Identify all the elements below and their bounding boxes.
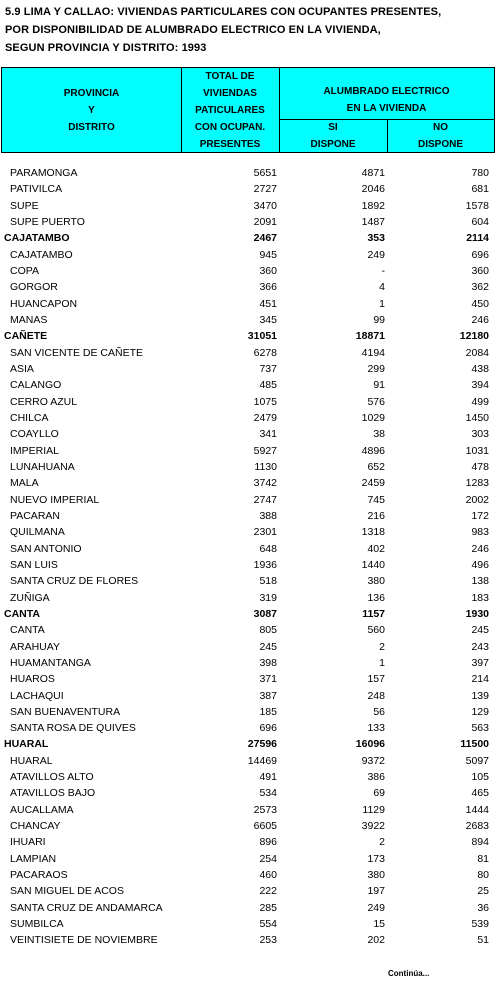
row-si-dispone: 4896	[361, 444, 385, 457]
table-row	[1, 541, 495, 557]
row-total: 185	[259, 705, 277, 718]
row-no-dispone: 51	[477, 934, 489, 947]
row-total: 485	[259, 379, 277, 392]
row-name: ASIA	[10, 362, 34, 375]
row-si-dispone: 1157	[362, 607, 385, 620]
row-si-dispone: 16096	[355, 738, 385, 751]
table-row	[1, 590, 495, 606]
row-no-dispone: 80	[477, 869, 489, 882]
table-row	[1, 688, 495, 704]
row-si-dispone: -	[381, 264, 385, 277]
table-row	[1, 508, 495, 524]
row-si-dispone: 1892	[361, 199, 385, 212]
row-no-dispone: 172	[471, 509, 489, 522]
row-no-dispone: 2084	[465, 346, 489, 359]
row-si-dispone: 4871	[361, 167, 385, 179]
row-si-dispone: 15	[373, 918, 385, 931]
table-row	[1, 883, 495, 899]
row-no-dispone: 2114	[466, 232, 489, 245]
row-total: 387	[259, 689, 277, 702]
row-si-dispone: 216	[367, 509, 385, 522]
row-name: LUNAHUANA	[10, 460, 75, 473]
row-si-dispone: 1	[379, 297, 385, 310]
row-si-dispone: 1440	[361, 558, 385, 571]
table-row	[1, 655, 495, 671]
row-no-dispone: 2002	[465, 493, 489, 506]
row-total: 6278	[253, 346, 277, 359]
row-name: CANTA	[10, 624, 45, 637]
table-row	[1, 932, 495, 948]
table-row	[1, 900, 495, 916]
province-row	[1, 230, 495, 246]
row-no-dispone: 696	[471, 248, 489, 261]
table-row	[1, 312, 495, 328]
row-no-dispone: 362	[471, 281, 489, 294]
row-total: 2467	[253, 232, 277, 245]
row-si-dispone: 18871	[355, 330, 385, 343]
table-row	[1, 377, 495, 393]
row-name: SAN BUENAVENTURA	[10, 705, 121, 718]
table-row	[1, 410, 495, 426]
row-no-dispone: 450	[471, 297, 489, 310]
row-total: 3742	[253, 477, 277, 490]
row-no-dispone: 1578	[465, 199, 489, 212]
row-total: 534	[259, 787, 277, 800]
row-no-dispone: 243	[471, 640, 489, 653]
row-name: LACHAQUI	[10, 689, 64, 702]
row-name: QUILMANA	[10, 526, 65, 539]
row-name: ATAVILLOS ALTO	[10, 771, 94, 784]
row-total: 518	[259, 575, 277, 588]
row-no-dispone: 246	[471, 313, 489, 326]
row-total: 2727	[253, 183, 277, 196]
row-si-dispone: 1318	[361, 526, 385, 539]
table-row	[1, 916, 495, 932]
row-name: CHANCAY	[10, 820, 61, 833]
row-name: CAÑETE	[4, 330, 48, 343]
row-total: 371	[259, 673, 277, 686]
row-total: 2091	[253, 215, 277, 228]
row-si-dispone: 136	[367, 591, 385, 604]
row-total: 398	[259, 656, 277, 669]
row-total: 366	[259, 281, 277, 294]
row-si-dispone: 299	[367, 362, 385, 375]
row-total: 222	[259, 885, 277, 898]
header-si-dispone: SI DISPONE	[310, 122, 356, 150]
row-si-dispone: 576	[367, 395, 385, 408]
row-name: SANTA CRUZ DE ANDAMARCA	[10, 901, 163, 914]
row-no-dispone: 25	[477, 885, 489, 898]
row-si-dispone: 38	[373, 428, 385, 441]
table-row	[1, 361, 495, 377]
row-total: 696	[259, 722, 277, 735]
row-name: CANTA	[4, 607, 40, 620]
row-si-dispone: 386	[367, 771, 385, 784]
row-no-dispone: 5097	[465, 754, 489, 767]
row-name: SUPE PUERTO	[10, 215, 85, 228]
table-row	[1, 851, 495, 867]
row-no-dispone: 1283	[465, 477, 489, 490]
row-name: SANTA CRUZ DE FLORES	[10, 575, 139, 588]
row-total: 2747	[253, 493, 277, 506]
row-si-dispone: 197	[367, 885, 385, 898]
row-total: 360	[259, 264, 277, 277]
row-total: 945	[259, 248, 277, 261]
row-name: IMPERIAL	[10, 444, 60, 457]
table-row	[1, 459, 495, 475]
row-total: 285	[259, 901, 277, 914]
row-no-dispone: 894	[471, 836, 489, 849]
row-no-dispone: 465	[471, 787, 489, 800]
row-name: COPA	[10, 264, 39, 277]
header-alumbrado: ALUMBRADO ELECTRICO EN LA VIVIENDA	[323, 86, 450, 114]
table-row	[1, 426, 495, 442]
row-no-dispone: 303	[471, 428, 489, 441]
row-no-dispone: 397	[471, 656, 489, 669]
row-name: LAMPIAN	[10, 852, 57, 865]
row-no-dispone: 2683	[465, 820, 489, 833]
row-no-dispone: 11500	[460, 738, 489, 751]
row-name: HUAMANTANGA	[10, 656, 91, 669]
row-total: 3470	[253, 199, 277, 212]
header-total: TOTAL DE VIVIENDAS PATICULARES CON OCUPAN. PRESENTES	[194, 71, 266, 150]
table-row	[1, 214, 495, 230]
row-name: SAN VICENTE DE CAÑETE	[10, 346, 144, 359]
row-no-dispone: 1444	[465, 803, 489, 816]
row-no-dispone: 138	[471, 575, 489, 588]
table-row	[1, 394, 495, 410]
row-no-dispone: 245	[471, 624, 489, 637]
row-total: 5927	[253, 444, 277, 457]
row-total: 3087	[253, 607, 277, 620]
row-no-dispone: 496	[471, 558, 489, 571]
row-total: 341	[259, 428, 277, 441]
row-si-dispone: 4	[379, 281, 385, 294]
row-name: AUCALLAMA	[10, 803, 74, 816]
row-no-dispone: 983	[471, 526, 489, 539]
row-si-dispone: 1	[379, 656, 385, 669]
row-name: HUARAL	[10, 754, 53, 767]
row-total: 319	[259, 591, 277, 604]
table-row	[1, 475, 495, 491]
row-si-dispone: 1129	[362, 803, 385, 816]
row-name: IHUARI	[10, 836, 46, 849]
row-name: CERRO AZUL	[10, 395, 78, 408]
row-si-dispone: 745	[367, 493, 385, 506]
row-no-dispone: 81	[477, 852, 489, 865]
row-si-dispone: 69	[373, 787, 385, 800]
row-name: SAN LUIS	[10, 558, 58, 571]
row-no-dispone: 139	[471, 689, 489, 702]
row-name: SAN MIGUEL DE ACOS	[10, 885, 124, 898]
row-si-dispone: 2	[379, 640, 385, 653]
row-total: 1075	[253, 395, 277, 408]
row-name: HUANCAPON	[10, 297, 78, 310]
row-total: 5651	[253, 167, 277, 179]
row-total: 1936	[253, 558, 277, 571]
row-no-dispone: 681	[471, 183, 489, 196]
row-si-dispone: 2	[379, 836, 385, 849]
row-name: ARAHUAY	[10, 640, 60, 653]
table-row	[1, 279, 495, 295]
row-no-dispone: 36	[477, 901, 489, 914]
row-name: SAN ANTONIO	[10, 542, 82, 555]
table-row	[1, 345, 495, 361]
table-row	[1, 443, 495, 459]
row-si-dispone: 380	[367, 869, 385, 882]
row-name: SUPE	[10, 199, 39, 212]
row-si-dispone: 99	[373, 313, 385, 326]
table-row	[1, 818, 495, 834]
row-si-dispone: 133	[367, 722, 385, 735]
row-si-dispone: 9372	[361, 754, 385, 767]
row-total: 345	[259, 313, 277, 326]
row-si-dispone: 1029	[361, 411, 385, 424]
title-line-3: SEGUN PROVINCIA Y DISTRITO: 1993	[5, 42, 207, 54]
continua-note: Continúa...	[388, 969, 430, 978]
row-si-dispone: 4194	[361, 346, 385, 359]
province-row	[1, 328, 495, 344]
row-no-dispone: 1031	[465, 444, 489, 457]
row-no-dispone: 360	[471, 264, 489, 277]
row-si-dispone: 560	[367, 624, 385, 637]
table-row	[1, 834, 495, 850]
row-name: CALANGO	[10, 379, 62, 392]
row-name: SANTA ROSA DE QUIVES	[10, 722, 136, 735]
row-total: 6605	[253, 820, 277, 833]
row-si-dispone: 402	[367, 542, 385, 555]
row-no-dispone: 214	[471, 673, 489, 686]
table-row	[1, 785, 495, 801]
table-body	[1, 165, 495, 949]
row-name: CAJATAMBO	[10, 248, 73, 261]
row-no-dispone: 1930	[465, 607, 489, 620]
row-si-dispone: 2046	[361, 183, 385, 196]
row-total: 805	[259, 624, 277, 637]
table-row	[1, 573, 495, 589]
row-name: CHILCA	[10, 411, 49, 424]
province-row	[1, 736, 495, 752]
row-si-dispone: 157	[367, 673, 385, 686]
row-total: 554	[259, 918, 277, 931]
row-name: ZUÑIGA	[10, 591, 50, 604]
row-si-dispone: 202	[367, 934, 385, 947]
table-row	[1, 165, 495, 181]
row-total: 245	[259, 640, 277, 653]
table-row	[1, 671, 495, 687]
row-name: NUEVO IMPERIAL	[10, 493, 100, 506]
row-no-dispone: 246	[471, 542, 489, 555]
row-total: 460	[259, 869, 277, 882]
header-no-dispone: NO DISPONE	[417, 122, 463, 150]
row-si-dispone: 249	[367, 901, 385, 914]
table-row	[1, 492, 495, 508]
row-si-dispone: 2459	[361, 477, 385, 490]
table-header	[1, 67, 495, 153]
title-line-1: 5.9 LIMA Y CALLAO: VIVIENDAS PARTICULARES CON OCUPANTES PRESENTES,	[5, 6, 442, 18]
table-row	[1, 720, 495, 736]
row-no-dispone: 12180	[459, 330, 489, 343]
table-row	[1, 263, 495, 279]
row-no-dispone: 183	[471, 591, 489, 604]
row-si-dispone: 248	[367, 689, 385, 702]
row-name: CAJATAMBO	[4, 232, 70, 245]
row-no-dispone: 539	[471, 918, 489, 931]
row-si-dispone: 56	[373, 705, 385, 718]
row-no-dispone: 604	[471, 215, 489, 228]
table-row	[1, 181, 495, 197]
row-si-dispone: 173	[367, 852, 385, 865]
row-total: 2573	[253, 803, 277, 816]
row-no-dispone: 780	[471, 167, 489, 179]
row-name: MANAS	[10, 313, 48, 326]
table-row	[1, 639, 495, 655]
row-name: COAYLLO	[10, 428, 59, 441]
row-total: 14469	[247, 754, 277, 767]
row-no-dispone: 438	[471, 362, 489, 375]
row-name: PATIVILCA	[10, 183, 63, 196]
row-name: ATAVILLOS BAJO	[10, 787, 96, 800]
table-row	[1, 622, 495, 638]
table-row	[1, 802, 495, 818]
row-no-dispone: 1450	[465, 411, 489, 424]
row-total: 2301	[253, 526, 277, 539]
row-si-dispone: 380	[367, 575, 385, 588]
row-total: 388	[259, 509, 277, 522]
row-si-dispone: 91	[373, 379, 385, 392]
row-total: 491	[259, 771, 277, 784]
table-row	[1, 769, 495, 785]
row-name: HUAROS	[10, 673, 55, 686]
table-title	[5, 3, 495, 57]
table-row	[1, 557, 495, 573]
table-row	[1, 296, 495, 312]
province-row	[1, 606, 495, 622]
row-name: VEINTISIETE DE NOVIEMBRE	[10, 934, 158, 947]
row-total: 31051	[247, 330, 277, 343]
table-row	[1, 198, 495, 214]
row-total: 2479	[253, 411, 277, 424]
table-row	[1, 247, 495, 263]
row-si-dispone: 1487	[361, 215, 385, 228]
header-provincia: PROVINCIA Y DISTRITO	[63, 88, 120, 133]
row-si-dispone: 353	[367, 232, 385, 245]
row-name: SUMBILCA	[10, 918, 64, 931]
row-total: 253	[259, 934, 277, 947]
row-no-dispone: 105	[471, 771, 489, 784]
row-name: PACARAN	[10, 509, 60, 522]
row-total: 896	[259, 836, 277, 849]
table-row	[1, 753, 495, 769]
row-name: PARAMONGA	[10, 167, 78, 179]
row-no-dispone: 478	[471, 460, 489, 473]
title-line-2: POR DISPONIBILIDAD DE ALUMBRADO ELECTRICO EN LA VIVIENDA,	[5, 24, 381, 36]
row-name: HUARAL	[4, 738, 49, 751]
row-si-dispone: 3922	[361, 820, 385, 833]
row-total: 737	[259, 362, 277, 375]
table-row	[1, 867, 495, 883]
row-total: 254	[259, 852, 277, 865]
table-row	[1, 704, 495, 720]
row-no-dispone: 394	[471, 379, 489, 392]
row-total: 648	[259, 542, 277, 555]
row-total: 451	[259, 297, 277, 310]
row-no-dispone: 129	[471, 705, 489, 718]
row-no-dispone: 499	[471, 395, 489, 408]
row-name: MALA	[10, 477, 39, 490]
row-no-dispone: 563	[471, 722, 489, 735]
row-name: GORGOR	[10, 281, 58, 294]
row-si-dispone: 249	[367, 248, 385, 261]
row-name: PACARAOS	[10, 869, 68, 882]
table-row	[1, 524, 495, 540]
row-total: 1130	[254, 460, 277, 473]
row-total: 27596	[247, 738, 277, 751]
row-si-dispone: 652	[367, 460, 385, 473]
